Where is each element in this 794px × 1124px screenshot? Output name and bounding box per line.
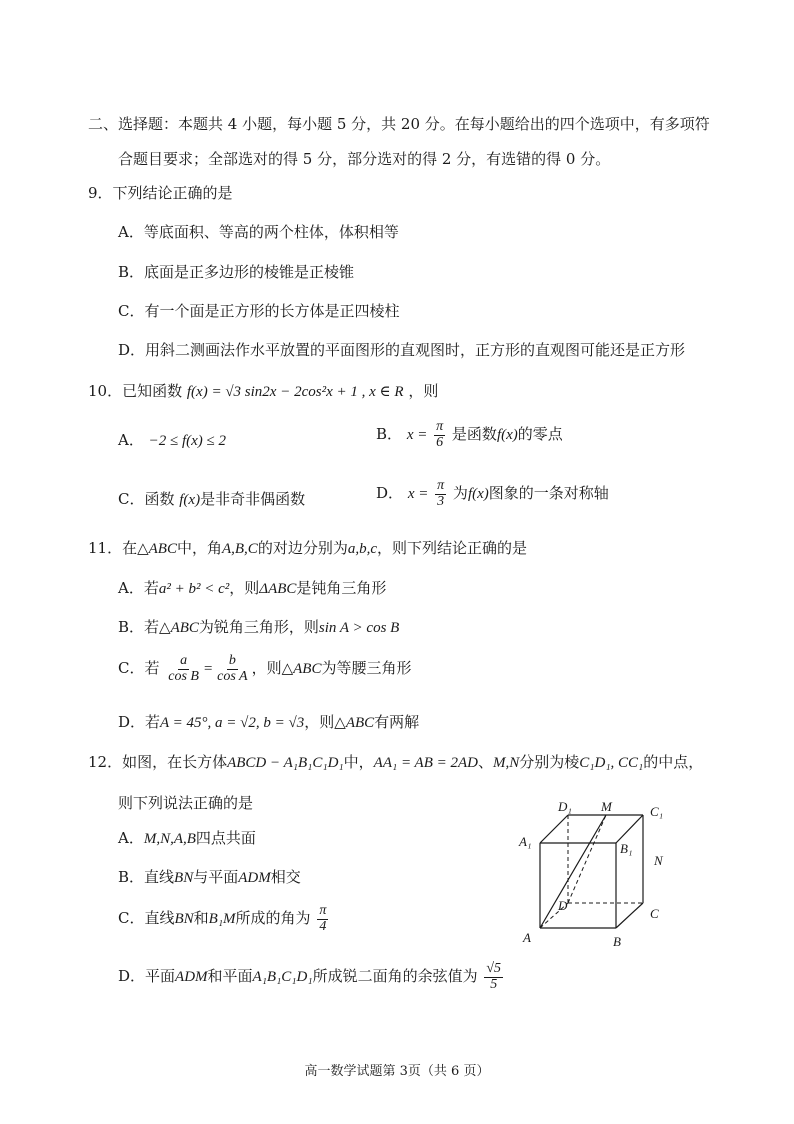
q11-c-tail1: ，则△ — [251, 659, 294, 678]
q9-option-b: B．底面是正多边形的棱锥是正棱锥 — [118, 263, 355, 281]
q11-c-eq: = — [202, 661, 214, 678]
q10-c-tail: 是非奇非偶函数 — [200, 490, 306, 508]
q10-d-den: 3 — [437, 493, 445, 509]
q12-b-adm: ADM — [238, 870, 271, 886]
q10-stem-suffix: ，则 — [408, 382, 439, 400]
q12-stem-line2: 则下列说法正确的是 — [118, 794, 254, 812]
q12-c-num: π — [319, 903, 327, 918]
label-n: N — [654, 853, 663, 868]
q12-c-tail: 所成的角为 — [235, 909, 311, 928]
q10-b-den: 6 — [436, 434, 444, 450]
page-footer: 高一数学试题第 3页（共 6 页） — [304, 1064, 490, 1079]
q10-a-label: A． — [118, 431, 144, 449]
q10-d-label: D． — [376, 484, 404, 503]
q10-function: f(x) = √3 sin2x − 2cos²x + 1 , x ∈ R — [186, 384, 404, 400]
q12-stem-mid3: 分别为棱 — [519, 753, 580, 771]
section-header-line1: 二、选择题：本题共 4 小题，每小题 5 分，共 20 分。在每小题给出的四个选项中，有多项符 — [88, 115, 710, 133]
edge-b1-c1 — [616, 815, 643, 843]
segment-a-m — [540, 815, 606, 928]
q12-option-c — [118, 904, 330, 934]
q10-d-fx: f(x) — [467, 486, 489, 503]
q9-stem: 9．下列结论正确的是 — [88, 184, 233, 202]
q10-b-label: B． — [376, 425, 403, 444]
q12-c-b1m: B₁M — [208, 911, 236, 928]
q11-d-label: D．若 — [118, 713, 161, 731]
q12-mn: M,N — [493, 755, 520, 771]
q9-option-a: A．等底面积、等高的两个柱体，体积相等 — [118, 223, 399, 241]
q11-angles: A,B,C — [221, 541, 258, 557]
q11-sides: a,b,c — [347, 541, 378, 557]
q10-option-b — [376, 420, 563, 450]
q11-d-tail1: ，则△ — [304, 713, 346, 731]
q12-d-num: √5 — [486, 961, 502, 976]
q11-c-frac2 — [215, 654, 249, 684]
q11-c-num2: b — [228, 653, 236, 668]
q10-b-num: π — [436, 419, 444, 434]
q12-b-label: B．直线 — [118, 868, 175, 886]
q12-b-tail: 相交 — [270, 868, 301, 886]
q11-a-tail1: ，则 — [229, 579, 260, 597]
q11-stem-prefix: 11．在△ — [88, 539, 149, 557]
q12-d-adm: ADM — [175, 969, 208, 986]
q11-a-label: A．若 — [118, 579, 159, 597]
q12-stem-mid: 中， — [343, 753, 374, 771]
q12-option-a — [118, 827, 256, 848]
q12-option-d — [118, 962, 505, 992]
q11-d-math: A = 45°, a = √2, b = √3 — [160, 715, 305, 731]
q11-c-label: C．若 — [118, 659, 160, 678]
q11-b-mid: 为锐角三角形，则 — [198, 618, 319, 636]
q11-abc: ABC — [148, 541, 177, 557]
q11-c-num1: a — [180, 653, 188, 668]
q12-d-den: 5 — [490, 976, 498, 992]
q12-stem-prefix: 12．如图，在长方体 — [88, 753, 228, 771]
edge-b-c — [616, 903, 643, 928]
q9-option-c: C．有一个面是正方形的长方体是正四棱柱 — [118, 302, 400, 320]
label-a1: A₁ — [519, 834, 532, 849]
q12-c-bn: BN — [174, 911, 194, 928]
q10-stem — [88, 380, 438, 401]
q10-option-d — [376, 479, 609, 509]
label-c: C — [650, 906, 659, 921]
q12-b-mid: 与平面 — [193, 868, 239, 886]
q11-b-math: sin A > cos B — [318, 620, 400, 636]
q12-c-den: 4 — [319, 918, 327, 934]
q11-a-tail2: 是钝角三角形 — [296, 579, 387, 597]
q12-stem-mid2: 、 — [478, 753, 494, 771]
q9-option-d: D．用斜二测画法作水平放置的平面图形的直观图时，正方形的直观图可能还是正方形 — [118, 341, 686, 359]
q11-stem-suffix: ，则下列结论正确的是 — [377, 539, 528, 557]
q10-a-math: −2 ≤ f(x) ≤ 2 — [148, 433, 227, 449]
q10-option-c — [118, 488, 305, 509]
q11-a-tri: ΔABC — [259, 581, 297, 597]
q12-c-fraction — [317, 904, 328, 934]
q12-b-bn: BN — [174, 870, 194, 886]
q10-d-fraction — [435, 479, 446, 509]
q12-d-mid: 和平面 — [207, 967, 253, 986]
q11-stem-mid: 中，角 — [176, 539, 222, 557]
q10-d-tail: 图象的一条对称轴 — [488, 484, 609, 503]
q11-c-den1: cos B — [168, 668, 199, 684]
q10-stem-prefix: 10．已知函数 — [88, 382, 183, 400]
q12-a-tail: 四点共面 — [195, 829, 256, 847]
label-a: A — [523, 930, 531, 945]
q11-b-abc: ABC — [170, 620, 199, 636]
q12-option-b — [118, 866, 301, 887]
q11-c-abc: ABC — [293, 661, 322, 678]
hidden-segment-d-m — [568, 815, 606, 903]
q11-option-d — [118, 711, 419, 732]
q11-d-tail2: 有两解 — [374, 713, 420, 731]
q10-d-text: 为 — [452, 484, 468, 503]
label-c1: C₁ — [650, 804, 664, 819]
q10-c-label: C．函数 — [118, 490, 175, 508]
q11-stem — [88, 537, 527, 558]
q12-c-mid: 和 — [193, 909, 209, 928]
q11-option-b — [118, 616, 399, 637]
q11-stem-mid2: 的对边分别为 — [257, 539, 348, 557]
section-header-line2: 合题目要求；全部选对的得 5 分，部分选对的得 2 分，有选错的得 0 分。 — [118, 150, 611, 168]
label-m: M — [601, 799, 612, 814]
q12-a-label: A． — [118, 829, 144, 847]
q12-stem — [88, 751, 703, 772]
q10-b-text: 是函数 — [451, 425, 497, 444]
q12-edges: C₁D₁, CC₁ — [579, 755, 644, 771]
q10-b-lhs: x = — [406, 427, 428, 444]
q10-b-tail: 的零点 — [517, 425, 563, 444]
q10-option-a — [118, 429, 226, 450]
q12-stem-suffix: 的中点， — [643, 753, 704, 771]
q11-c-den2: cos A — [217, 668, 248, 684]
q10-b-fx: f(x) — [496, 427, 518, 444]
q12-d-label: D．平面 — [118, 967, 176, 986]
q12-d-plane: A₁B₁C₁D₁ — [252, 969, 313, 986]
q12-a-math: M,N,A,B — [143, 831, 196, 847]
label-d1: D₁ — [558, 799, 572, 814]
q10-c-fx: f(x) — [179, 492, 201, 508]
q11-option-c — [118, 654, 411, 684]
q11-option-a — [118, 577, 386, 598]
edge-a1-d1 — [540, 815, 568, 843]
q10-b-fraction — [434, 420, 445, 450]
label-d: D — [558, 898, 568, 913]
q12-d-fraction — [484, 962, 503, 992]
hidden-edge-a-d — [540, 903, 568, 928]
q12-solid: ABCD − A₁B₁C₁D₁ — [227, 755, 344, 771]
q11-d-abc: ABC — [345, 715, 375, 731]
q10-d-num: π — [437, 478, 445, 493]
label-b: B — [613, 934, 621, 949]
q12-c-label: C．直线 — [118, 909, 175, 928]
q12-cond: AA₁ = AB = 2AD — [373, 755, 478, 771]
q12-d-tail: 所成锐二面角的余弦值为 — [312, 967, 478, 986]
label-b1: B₁ — [620, 841, 633, 856]
q11-b-label: B．若△ — [118, 618, 171, 636]
q11-c-frac1 — [166, 654, 201, 684]
q11-a-math: a² + b² < c² — [158, 581, 230, 597]
q10-d-lhs: x = — [407, 486, 429, 503]
q11-c-tail2: 为等腰三角形 — [321, 659, 412, 678]
